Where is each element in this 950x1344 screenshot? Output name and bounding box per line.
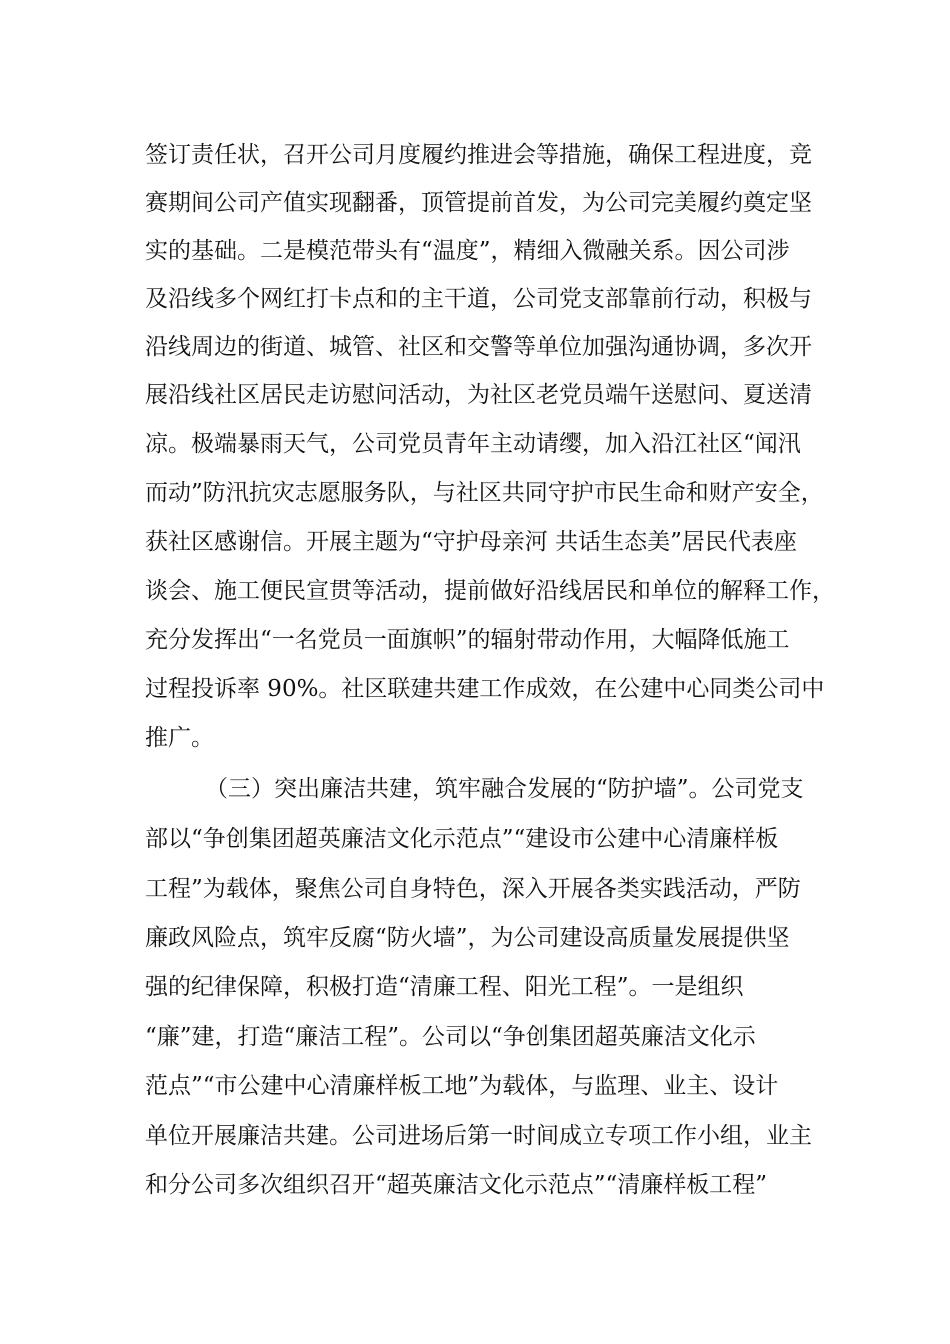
text-line: 签订责任状，召开公司月度履约推进会等措施，确保工程进度，竞 bbox=[145, 142, 812, 168]
text-line: 强的纪律保障，积极打造“清廉工程、阳光工程”。一是组织 bbox=[145, 974, 744, 1000]
text-line: 过程投诉率 90%。社区联建共建工作成效，在公建中心同类公司中 bbox=[145, 676, 825, 702]
text-line: 及沿线多个网红打卡点和的主干道，公司党支部靠前行动，积极与 bbox=[145, 286, 812, 312]
text-line: 单位开展廉洁共建。公司进场后第一时间成立专项工作小组，业主 bbox=[145, 1123, 812, 1149]
text-line: 实的基础。二是模范带头有“温度”，精细入微融关系。因公司涉 bbox=[145, 238, 790, 264]
text-line: 和分公司多次组织召开“超英廉洁文化示范点”“清廉样板工程” bbox=[145, 1172, 768, 1198]
text-line: 赛期间公司产值实现翻番，顶管提前首发，为公司完美履约奠定坚 bbox=[145, 190, 812, 216]
section-heading-line: （三）突出廉洁共建，筑牢融合发展的“防护墙”。公司党支 bbox=[205, 776, 804, 802]
text-line: 廉政风险点，筑牢反腐“防火墙”，为公司建设高质量发展提供坚 bbox=[145, 925, 790, 951]
text-line: 获社区感谢信。开展主题为“守护母亲河 共话生态美”居民代表座 bbox=[145, 529, 797, 555]
text-line: 而动”防汛抗灾志愿服务队，与社区共同守护市民生命和财产安全， bbox=[145, 480, 824, 506]
text-line: 充分发挥出“一名党员一面旗帜”的辐射带动作用，大幅降低施工 bbox=[145, 627, 790, 653]
text-line: 部以“争创集团超英廉洁文化示范点”“建设市公建中心清廉样板 bbox=[145, 826, 779, 852]
text-line: 展沿线社区居民走访慰问活动，为社区老党员端午送慰问、夏送清 bbox=[145, 382, 812, 408]
text-line: 推广。 bbox=[145, 725, 214, 751]
text-line: 谈会、施工便民宣贯等活动，提前做好沿线居民和单位的解释工作， bbox=[145, 578, 835, 604]
text-line: “廉”建，打造“廉洁工程”。公司以“争创集团超英廉洁文化示 bbox=[145, 1024, 756, 1050]
text-line: 范点”“市公建中心清廉样板工地”为载体，与监理、业主、设计 bbox=[145, 1073, 779, 1099]
text-line: 凉。极端暴雨天气，公司党员青年主动请缨，加入沿江社区“闻汛 bbox=[145, 431, 801, 457]
text-line: 沿线周边的街道、城管、社区和交警等单位加强沟通协调，多次开 bbox=[145, 334, 812, 360]
text-line: 工程”为载体，聚焦公司自身特色，深入开展各类实践活动，严防 bbox=[145, 876, 801, 902]
